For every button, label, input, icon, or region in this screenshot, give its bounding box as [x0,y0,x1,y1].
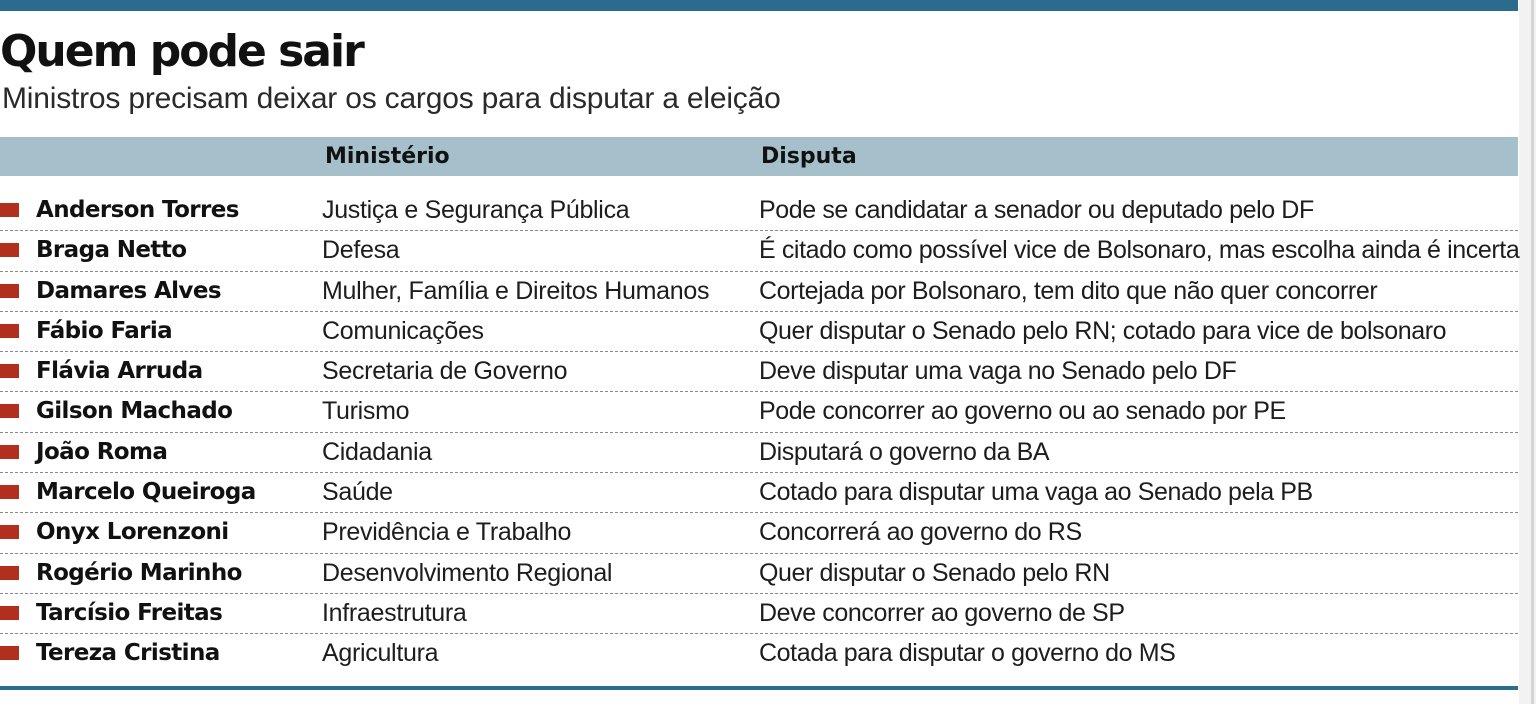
ministry-name: Infraestrutura [322,598,467,627]
minister-name: Rogério Marinho [36,559,242,586]
ministry-name: Comunicações [322,316,484,345]
minister-name: Gilson Machado [36,398,233,425]
page-subtitle: Ministros precisam deixar os cargos para disputar a eleição [2,82,781,115]
ministry-name: Cidadania [322,437,432,466]
bottom-rule [0,686,1518,690]
minister-name: Anderson Torres [36,197,239,223]
dispute-description: Disputará o governo da BA [759,437,1050,466]
table-row [0,554,1518,594]
table-header-bar [0,137,1518,176]
bullet-square-icon [0,606,19,620]
ministry-name: Mulher, Família e Direitos Humanos [322,276,710,305]
ministry-name: Desenvolvimento Regional [322,558,613,587]
bullet-square-icon [0,566,19,580]
minister-name: Onyx Lorenzoni [36,519,229,546]
right-edge-line [1531,0,1534,704]
minister-name: Braga Netto [36,237,187,264]
bullet-square-icon [0,284,19,298]
bullet-square-icon [0,404,19,418]
dispute-description: Pode concorrer ao governo ou ao senado por PE [759,397,1286,426]
bullet-square-icon [0,324,19,338]
page-title: Quem pode sair [0,26,363,77]
ministry-name: Saúde [322,478,393,507]
bullet-square-icon [0,364,19,378]
bullet-square-icon [0,203,19,217]
table-row [0,473,1518,513]
table-row [0,231,1518,271]
ministry-name: Turismo [322,397,410,426]
dispute-description: Cotada para disputar o governo do MS [759,639,1176,668]
table-row [0,594,1518,634]
dispute-description: Concorrerá ao governo do RS [759,518,1082,547]
ministry-name: Secretaria de Governo [322,357,568,386]
dispute-description: Deve disputar uma vaga no Senado pelo DF [759,357,1237,386]
column-header-disputa: Disputa [761,144,857,169]
table-row [0,433,1518,473]
minister-name: Tarcísio Freitas [36,599,223,626]
minister-name: João Roma [36,438,168,465]
table-row [0,513,1518,553]
ministry-name: Defesa [322,236,400,265]
ministry-name: Previdência e Trabalho [322,518,572,547]
table-row [0,272,1518,312]
bullet-square-icon [0,646,19,660]
table-row [0,634,1518,674]
dispute-description: Cotado para disputar uma vaga ao Senado pela PB [759,478,1313,507]
minister-name: Damares Alves [36,277,221,304]
bullet-square-icon [0,445,19,459]
bullet-square-icon [0,243,19,257]
minister-name: Marcelo Queiroga [36,479,256,506]
dispute-description: Quer disputar o Senado pelo RN [759,558,1110,587]
table-row [0,312,1518,352]
bullet-square-icon [0,485,19,499]
table-row [0,392,1518,432]
dispute-description: Deve concorrer ao governo de SP [759,598,1125,627]
minister-name: Flávia Arruda [36,358,203,385]
table-row [0,352,1518,392]
ministry-name: Agricultura [322,639,439,668]
dispute-description: Cortejada por Bolsonaro, tem dito que não quer concorrer [759,276,1378,305]
table-row [0,191,1518,231]
minister-name: Tereza Cristina [36,640,220,667]
dispute-description: Quer disputar o Senado pelo RN; cotado para vice de bolsonaro [759,316,1447,345]
minister-name: Fábio Faria [36,317,173,344]
ministers-table [0,191,1518,675]
top-rule [0,0,1518,11]
dispute-description: É citado como possível vice de Bolsonaro, mas escolha ainda é incerta [759,236,1520,265]
bullet-square-icon [0,525,19,539]
dispute-description: Pode se candidatar a senador ou deputado pelo DF [759,196,1314,224]
column-header-ministerio: Ministério [325,144,450,169]
ministry-name: Justiça e Segurança Pública [322,196,630,224]
